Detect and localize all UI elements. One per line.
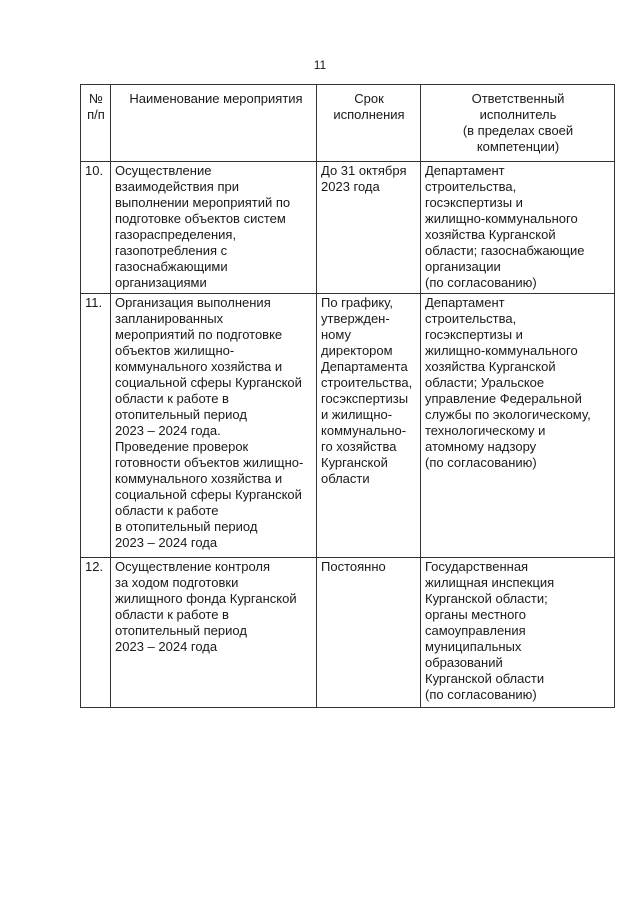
table-header-row [81,85,615,162]
row-term: По графику, утвержден- ному директором Департамента строительства, госэкспертизы и жилищно- коммунально- го хозяйства Курганской области [317,294,421,558]
header-responsible: Ответственный исполнитель (в пределах своей компетенции) [421,85,615,162]
page-number: 11 [313,58,327,72]
header-num: № п/п [81,85,111,162]
table-row [81,294,615,558]
plan-table [80,84,615,708]
row-name: Организация выполнения запланированных мероприятий по подготовке объектов жилищно- коммунального хозяйства и социальной сферы Курганской области к работе в отопительный период 2023 – 2024 года. Проведение проверок готовности объектов жилищно- коммунального хозяйства и социальной сферы Курганской области к работе в отопительный период 2023 – 2024 года [111,294,317,558]
table-row [81,162,615,294]
row-term: До 31 октября 2023 года [317,162,421,294]
row-name: Осуществление контроля за ходом подготовки жилищного фонда Курганской области к работе в отопительный период 2023 – 2024 года [111,558,317,708]
row-name: Осуществление взаимодействия при выполнении мероприятий по подготовке объектов систем газораспределения, газопотребления с газоснабжающими организациями [111,162,317,294]
row-responsible: Департамент строительства, госэкспертизы и жилищно-коммунального хозяйства Курганской области; газоснабжающие организации (по согласованию) [421,162,615,294]
table-row [81,558,615,708]
header-term: Срок исполнения [317,85,421,162]
row-responsible: Департамент строительства, госэкспертизы и жилищно-коммунального хозяйства Курганской области; Уральское управление Федеральной службы по экологическому, технологическому и атомному надзору (по согласованию) [421,294,615,558]
row-term: Постоянно [317,558,421,708]
header-name: Наименование мероприятия [111,85,317,162]
row-num: 12. [81,558,111,708]
row-num: 11. [81,294,111,558]
row-responsible: Государственная жилищная инспекция Курганской области; органы местного самоуправления муниципальных образований Курганской области (по согласованию) [421,558,615,708]
row-num: 10. [81,162,111,294]
